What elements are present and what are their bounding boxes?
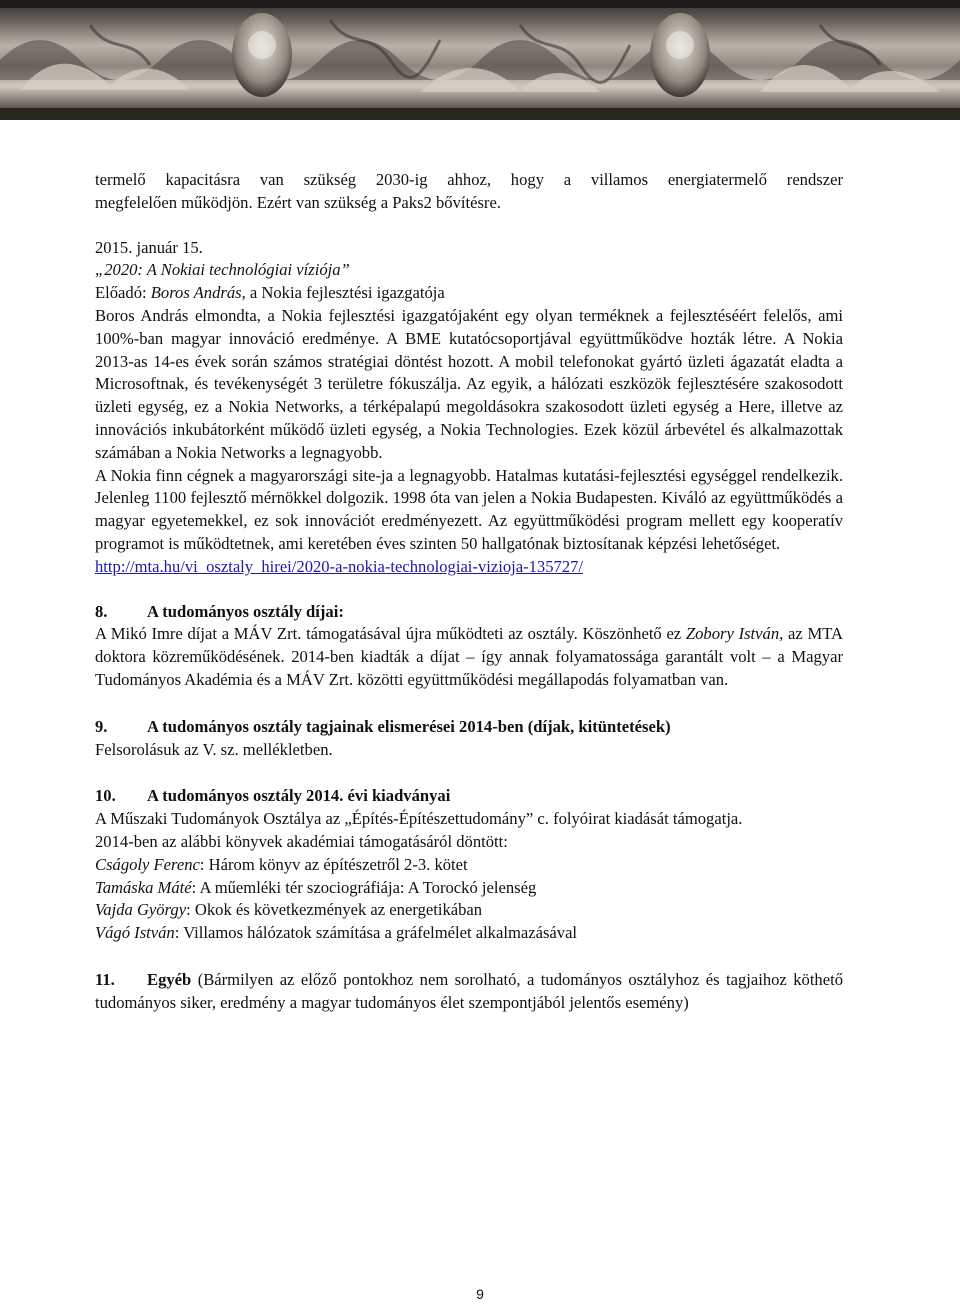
event-title: „2020: A Nokiai technológiai víziója” (95, 260, 350, 280)
intro-line-2: megfelelően működjön. Ezért van szükség a Paks2 bővítésre. (95, 192, 501, 212)
presenter-name: Boros András (150, 283, 242, 303)
section-number: 11. (95, 969, 115, 989)
section-10-text-2: 2014-ben az alábbi könyvek akadémiai támogatásáról döntött: (95, 831, 508, 851)
book-title: : Okok és következmények az energetikában (186, 900, 483, 920)
event-paragraph-1: Boros András elmondta, a Nokia fejlesztési igazgatójaként egy olyan terméknek a fejlesztéséért felelős, ami 100%-ban magyar innováció eredménye. A BME kutatócsoportjával együttműködve hozták létre. A Nokia 2013-as 14-es évek során számos stratégiai döntést hozott. A mobil telefonokat gyártó üzleti ágazatát eladta a Microsoftnak, és tevékenységét 3 területre fókuszálja. Az egyik, a hálózati eszközök fejlesztésére szakosodott üzleti egység, ez a Nokia Networks, a térképalapú megoldásokra szakosodott üzleti egység a Here, illetve az innovációs inkubátorként működő üzleti egység, a Nokia Technologies. Ezek közül árbevétel és alkalmazottak számában a Nokia Networks a legnagyobb. (95, 305, 843, 462)
book-item (95, 899, 843, 922)
section-8-heading (95, 601, 843, 624)
event-presenter (95, 282, 843, 305)
section-title: A tudományos osztály díjai: (147, 601, 344, 621)
section-9-text: Felsorolásuk az V. sz. mellékletben. (95, 739, 333, 759)
event-source-link[interactable]: http://mta.hu/vi_osztaly_hirei/2020-a-nokia-technologiai-vizioja-135727/ (95, 556, 584, 576)
section-10-text-1: A Műszaki Tudományok Osztálya az „Építés-Építészettudomány” c. folyóirat kiadását támogatja. (95, 809, 743, 829)
book-author: Vajda György (95, 900, 187, 920)
book-item (95, 877, 843, 900)
book-author: Vágó István (95, 923, 175, 943)
event-paragraph-2: A Nokia finn cégnek a magyarországi site-ja a legnagyobb. Hatalmas kutatási-fejlesztési egységgel rendelkezik. Jelenleg 1100 fejlesztő mérnökkel dolgozik. 1998 óta van jelen a Nokia Budapesten. Kiváló az együttműködés a magyar egyetemekkel, ez sok innovációt eredményezett. Az együttműködési program mellett egy kooperatív programot is működtetnek, ami keretében éves szinten 50 hallgatónak biztosítanak képzési lehetőséget. (95, 465, 843, 553)
section-title: Egyéb (147, 969, 192, 989)
book-item (95, 922, 843, 945)
header-banner (0, 0, 960, 120)
book-title: : Villamos hálózatok számítása a gráfelmélet alkalmazásával (174, 923, 578, 943)
section-11-text: (Bármilyen az előző pontokhoz nem sorolható, a tudományos osztályhoz és tagjaihoz köthető tudományos siker, eredmény a magyar tudományos élet szempontjából jelentős esemény) (95, 969, 843, 1012)
section-9-heading (95, 716, 843, 739)
book-title: : Három könyv az építészetről 2-3. kötet (199, 854, 468, 874)
section-number: 9. (95, 716, 108, 736)
intro-line-1: termelő kapacitásra van szükség 2030-ig ahhoz, hogy a villamos energiatermelő rendszer (95, 170, 843, 189)
presenter-label: Előadó: (95, 283, 151, 303)
person-name: Zobory István (685, 624, 780, 644)
presenter-role: , a Nokia fejlesztési igazgatója (241, 283, 445, 303)
book-item (95, 854, 843, 877)
section-title: A tudományos osztály tagjainak elismerései 2014-ben (díjak, kitüntetések) (147, 716, 671, 736)
document-body (95, 169, 843, 1015)
section-title: A tudományos osztály 2014. évi kiadványai (147, 786, 451, 806)
page-number: 9 (476, 1286, 484, 1302)
section-10-heading (95, 785, 843, 808)
section-number: 8. (95, 601, 108, 621)
section-number: 10. (95, 786, 116, 806)
section-11 (95, 969, 843, 1015)
ornamental-relief-image (0, 0, 960, 120)
event-date: 2015. január 15. (95, 237, 203, 257)
book-author: Cságoly Ferenc (95, 854, 200, 874)
book-author: Tamáska Máté (95, 877, 192, 897)
book-title: : A műemléki tér szociográfiája: A Torockó jelenség (191, 877, 537, 897)
section-8-text: A Mikó Imre díjat a MÁV Zrt. támogatásával újra működteti az osztály. Köszönhető ez Zobory István, az MTA doktora közreműködésének. 2014-ben kiadták a díjat – így annak folyamatossága garantált volt – a Magyar Tudományos Akadémia és a MÁV Zrt. közötti együttműködési megállapodás folyamatban van. (95, 624, 843, 689)
